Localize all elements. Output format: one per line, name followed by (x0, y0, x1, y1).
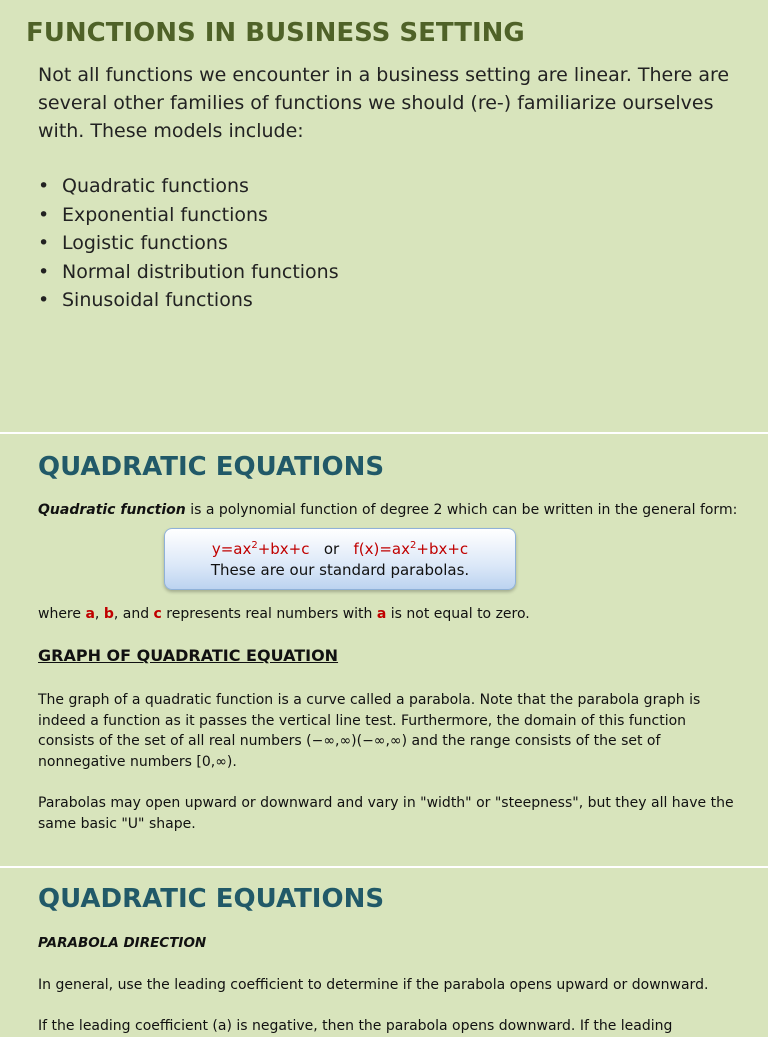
formula-caption: These are our standard parabolas. (210, 561, 470, 579)
intro-paragraph: Not all functions we encounter in a business setting are linear. There are several other families of functions we should (re-) familiarize ourselves with. These models include: (38, 64, 730, 142)
list-item-label: Logistic functions (62, 232, 228, 254)
var-c: c (153, 606, 162, 622)
var-a: a (85, 606, 95, 622)
graph-heading: GRAPH OF QUADRATIC EQUATION (38, 646, 339, 665)
formula-text: f(x)=ax (353, 540, 410, 558)
list-item-label: Normal distribution functions (62, 260, 339, 283)
where-text: represents real numbers with (161, 606, 377, 622)
formula-text: y=ax (211, 540, 252, 558)
list-item (38, 201, 339, 230)
formula-exponent: 2 (410, 540, 417, 551)
list-item (38, 286, 339, 315)
list-item (38, 172, 339, 201)
formula-exponent: 2 (251, 540, 258, 551)
bullet-icon: • (38, 203, 50, 226)
list-item (38, 229, 339, 258)
bullet-icon: • (38, 260, 50, 283)
slide-quadratic-equations (0, 434, 768, 866)
graph-paragraph: The graph of a quadratic function is a curve called a parabola. Note that the parabola graph is indeed a function as it passes the vertical line test. Furthermore, the domain of this function consists of the set of all real numbers (−∞,∞)(−∞,∞) and the range consists of the set of nonnegative numbers [0,∞). (38, 692, 701, 770)
direction-heading: PARABOLA DIRECTION (38, 935, 207, 951)
formula-fx (354, 540, 469, 558)
where-text: where (38, 606, 86, 622)
where-text: , (94, 606, 104, 622)
bullet-icon: • (38, 232, 50, 254)
formula-line (165, 536, 515, 559)
slide-title: QUADRATIC EQUATIONS (38, 452, 385, 482)
formula-or: or (323, 540, 340, 558)
bullet-icon: • (38, 289, 50, 311)
var-a: a (376, 606, 387, 622)
slide-functions-business (0, 0, 768, 432)
bullet-icon: • (38, 175, 50, 197)
definition-text: is a polynomial function of degree 2 which can be written in the general form: (185, 502, 738, 518)
direction-paragraph: In general, use the leading coefficient to determine if the parabola opens upward or downward. (38, 977, 709, 993)
where-paragraph (38, 604, 738, 625)
formula-box (164, 528, 516, 590)
definition-paragraph (38, 500, 738, 521)
function-family-list (38, 172, 339, 315)
slide-title: FUNCTIONS IN BUSINESS SETTING (26, 18, 525, 48)
graph-paragraph: Parabolas may open upward or downward and vary in "width" or "steepness", but they all have the same basic "U" shape. (38, 795, 734, 832)
formula-y (212, 540, 310, 558)
var-b: b (103, 606, 114, 622)
definition-term: Quadratic function (38, 502, 186, 518)
slide-title: QUADRATIC EQUATIONS (38, 884, 385, 914)
formula-text: +bx+c (257, 540, 310, 558)
list-item-label: Quadratic functions (62, 175, 249, 197)
list-item-label: Sinusoidal functions (62, 289, 253, 311)
direction-paragraph-cut: If the leading coefficient (a) is negative, then the parabola opens downward. If the leading (38, 1018, 673, 1034)
where-text: , and (113, 606, 154, 622)
slide-parabola-direction (0, 868, 768, 1034)
list-item (38, 258, 339, 287)
where-text: is not equal to zero. (386, 606, 530, 622)
formula-text: +bx+c (416, 540, 469, 558)
list-item-label: Exponential functions (62, 203, 268, 226)
